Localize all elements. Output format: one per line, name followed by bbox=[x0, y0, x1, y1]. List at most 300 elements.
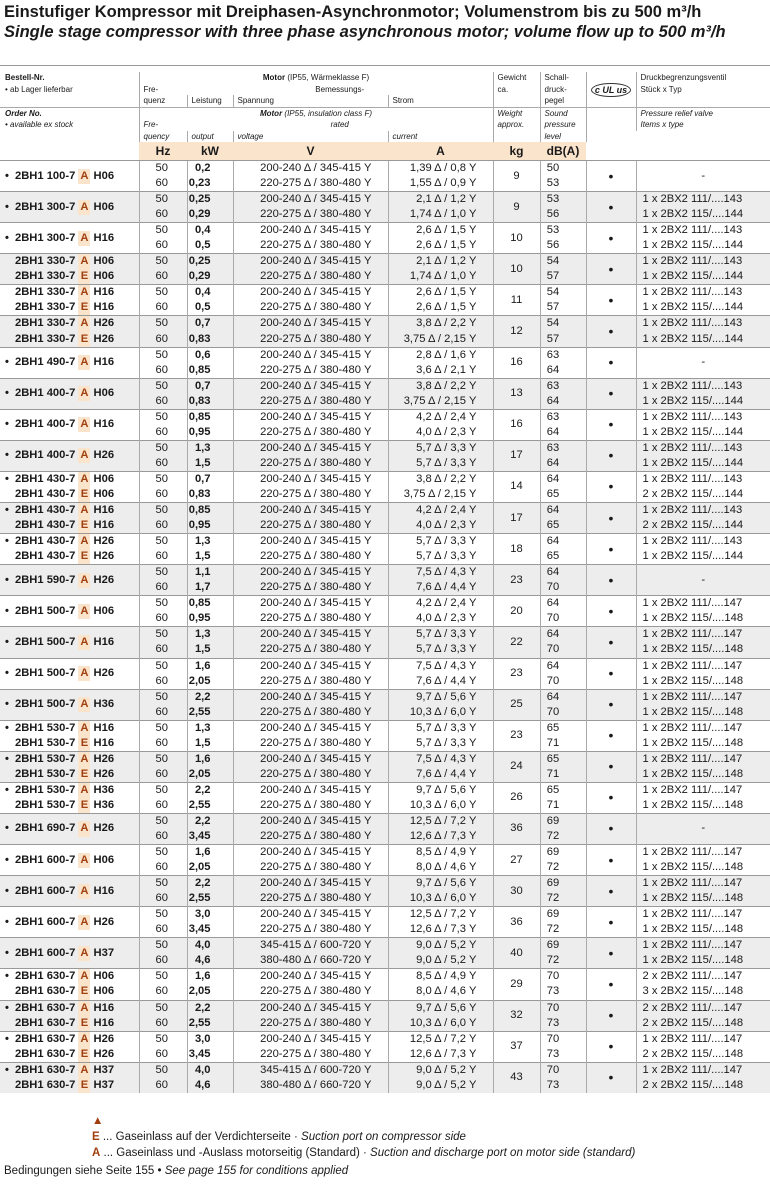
frequency: 60 bbox=[139, 487, 187, 503]
current: 4,2 Δ / 2,4 Y bbox=[388, 409, 493, 425]
current: 1,74 Δ / 1,0 Y bbox=[388, 269, 493, 285]
stock-dot: • bbox=[5, 504, 9, 517]
table-row bbox=[0, 161, 770, 177]
current: 4,0 Δ / 2,3 Y bbox=[388, 611, 493, 627]
frequency: 60 bbox=[139, 363, 187, 379]
hd-valve2-en: Items x type bbox=[636, 119, 770, 131]
unit-kw: kW bbox=[187, 142, 233, 161]
sound-level: 65 bbox=[540, 549, 586, 565]
relief-valve: 1 x 2BX2 115/....148 bbox=[636, 642, 770, 658]
frequency: 50 bbox=[139, 938, 187, 954]
relief-valve: 1 x 2BX2 115/....148 bbox=[636, 611, 770, 627]
sound-level: 64 bbox=[540, 534, 586, 550]
power: 0,85 bbox=[187, 503, 233, 519]
relief-valve: 1 x 2BX2 115/....144 bbox=[636, 300, 770, 316]
table-row bbox=[0, 316, 770, 332]
voltage: 380-480 Δ / 660-720 Y bbox=[233, 953, 388, 969]
unit-kg: kg bbox=[493, 142, 540, 161]
page-title-en: Single stage compressor with three phase asynchronous motor; volume flow up to 500 m³/h bbox=[4, 23, 726, 41]
sound-level: 70 bbox=[540, 969, 586, 985]
frequency: 50 bbox=[139, 845, 187, 861]
frequency: 60 bbox=[139, 269, 187, 285]
frequency: 50 bbox=[139, 565, 187, 581]
sound-level: 63 bbox=[540, 409, 586, 425]
power: 0,83 bbox=[187, 332, 233, 348]
footer-note: Bedingungen siehe Seite 155 • See page 155 for conditions applied bbox=[4, 1165, 349, 1177]
relief-valve: 1 x 2BX2 111/....143 bbox=[636, 192, 770, 208]
power: 3,45 bbox=[187, 1047, 233, 1063]
power: 1,3 bbox=[187, 440, 233, 456]
relief-valve: 1 x 2BX2 111/....143 bbox=[636, 409, 770, 425]
frequency: 60 bbox=[139, 425, 187, 441]
order-no: • 2BH1 600-7 A H26 bbox=[0, 907, 139, 938]
weight: 9 bbox=[493, 192, 540, 223]
current: 10,3 Δ / 6,0 Y bbox=[388, 705, 493, 721]
voltage: 220-275 Δ / 380-480 Y bbox=[233, 984, 388, 1000]
table-row bbox=[0, 347, 770, 363]
relief-valve: 1 x 2BX2 111/....143 bbox=[636, 440, 770, 456]
hd-order-de: Bestell-Nr. bbox=[5, 73, 45, 82]
relief-valve: 1 x 2BX2 111/....143 bbox=[636, 471, 770, 487]
sound-level: 64 bbox=[540, 596, 586, 612]
current: 12,5 Δ / 7,2 Y bbox=[388, 907, 493, 923]
order-no: 2BH1 630-7 E H16 bbox=[0, 1016, 139, 1032]
ul-mark: • bbox=[586, 1062, 636, 1093]
weight: 13 bbox=[493, 378, 540, 409]
stock-dot: • bbox=[5, 822, 9, 835]
current: 4,2 Δ / 2,4 Y bbox=[388, 503, 493, 519]
relief-valve: 1 x 2BX2 111/....147 bbox=[636, 1062, 770, 1078]
power: 1,5 bbox=[187, 456, 233, 472]
ul-mark: • bbox=[586, 192, 636, 223]
table-row bbox=[0, 192, 770, 208]
frequency: 60 bbox=[139, 674, 187, 690]
power: 1,6 bbox=[187, 751, 233, 767]
sound-level: 73 bbox=[540, 1047, 586, 1063]
order-no: 2BH1 430-7 E H06 bbox=[0, 487, 139, 503]
current: 10,3 Δ / 6,0 Y bbox=[388, 891, 493, 907]
sound-level: 64 bbox=[540, 627, 586, 643]
sound-level: 70 bbox=[540, 705, 586, 721]
current: 7,6 Δ / 4,4 Y bbox=[388, 674, 493, 690]
hd-stock-en: • available ex stock bbox=[5, 120, 74, 129]
order-no: 2BH1 330-7 A H26 bbox=[0, 316, 139, 332]
stock-dot: • bbox=[5, 1063, 9, 1076]
current: 7,6 Δ / 4,4 Y bbox=[388, 767, 493, 783]
current: 8,0 Δ / 4,6 Y bbox=[388, 984, 493, 1000]
voltage: 200-240 Δ / 345-415 Y bbox=[233, 503, 388, 519]
frequency: 60 bbox=[139, 207, 187, 223]
sound-level: 57 bbox=[540, 269, 586, 285]
weight: 12 bbox=[493, 316, 540, 347]
order-no: • 2BH1 630-7 A H06 bbox=[0, 969, 139, 985]
table-row bbox=[0, 1016, 770, 1032]
voltage: 200-240 Δ / 345-415 Y bbox=[233, 316, 388, 332]
current: 9,0 Δ / 5,2 Y bbox=[388, 1078, 493, 1093]
hd-current-en: current bbox=[388, 131, 493, 143]
voltage: 380-480 Δ / 660-720 Y bbox=[233, 1078, 388, 1093]
relief-valve: 2 x 2BX2 115/....148 bbox=[636, 1078, 770, 1093]
order-no: 2BH1 530-7 E H26 bbox=[0, 767, 139, 783]
order-no: • 2BH1 590-7 A H26 bbox=[0, 565, 139, 596]
power: 4,6 bbox=[187, 953, 233, 969]
voltage: 220-275 Δ / 380-480 Y bbox=[233, 580, 388, 596]
sound-level: 70 bbox=[540, 674, 586, 690]
sound-level: 57 bbox=[540, 332, 586, 348]
order-no: 2BH1 330-7 E H16 bbox=[0, 300, 139, 316]
current: 4,0 Δ / 2,3 Y bbox=[388, 518, 493, 534]
relief-valve: 1 x 2BX2 111/....147 bbox=[636, 596, 770, 612]
power: 4,0 bbox=[187, 938, 233, 954]
unit-v: V bbox=[233, 142, 388, 161]
weight: 26 bbox=[493, 782, 540, 813]
power: 0,29 bbox=[187, 269, 233, 285]
order-no: 2BH1 630-7 E H26 bbox=[0, 1047, 139, 1063]
ul-mark: • bbox=[586, 534, 636, 565]
hd-power-en: output bbox=[187, 131, 233, 143]
relief-valve: - bbox=[636, 347, 770, 378]
frequency: 60 bbox=[139, 518, 187, 534]
relief-valve: 1 x 2BX2 115/....144 bbox=[636, 394, 770, 410]
weight: 11 bbox=[493, 285, 540, 316]
power: 0,7 bbox=[187, 378, 233, 394]
power: 0,4 bbox=[187, 223, 233, 239]
sound-level: 65 bbox=[540, 518, 586, 534]
voltage: 345-415 Δ / 600-720 Y bbox=[233, 1062, 388, 1078]
hd-weight2-en: approx. bbox=[493, 119, 540, 131]
relief-valve: 1 x 2BX2 111/....147 bbox=[636, 1031, 770, 1047]
stock-dot: • bbox=[5, 884, 9, 897]
frequency: 60 bbox=[139, 1078, 187, 1093]
table-row bbox=[0, 969, 770, 985]
frequency: 50 bbox=[139, 969, 187, 985]
frequency: 60 bbox=[139, 394, 187, 410]
sound-level: 57 bbox=[540, 300, 586, 316]
voltage: 200-240 Δ / 345-415 Y bbox=[233, 751, 388, 767]
power: 0,6 bbox=[187, 347, 233, 363]
voltage: 200-240 Δ / 345-415 Y bbox=[233, 876, 388, 892]
frequency: 60 bbox=[139, 580, 187, 596]
weight: 10 bbox=[493, 254, 540, 285]
frequency: 50 bbox=[139, 192, 187, 208]
sound-level: 65 bbox=[540, 782, 586, 798]
voltage: 220-275 Δ / 380-480 Y bbox=[233, 487, 388, 503]
table-row bbox=[0, 798, 770, 814]
relief-valve: 2 x 2BX2 111/....147 bbox=[636, 1000, 770, 1016]
hd-sound3-de: pegel bbox=[540, 95, 586, 107]
weight: 32 bbox=[493, 1000, 540, 1031]
header-en-row3 bbox=[0, 131, 770, 143]
frequency: 60 bbox=[139, 953, 187, 969]
frequency: 60 bbox=[139, 829, 187, 845]
hd-voltage-en: voltage bbox=[233, 131, 388, 143]
frequency: 50 bbox=[139, 782, 187, 798]
power: 0,85 bbox=[187, 363, 233, 379]
relief-valve: 1 x 2BX2 111/....147 bbox=[636, 876, 770, 892]
weight: 27 bbox=[493, 845, 540, 876]
hd-sound-de: Schall- bbox=[540, 72, 586, 84]
power: 0,25 bbox=[187, 254, 233, 270]
order-no: • 2BH1 430-7 A H26 bbox=[0, 534, 139, 550]
voltage: 200-240 Δ / 345-415 Y bbox=[233, 161, 388, 177]
stock-dot: • bbox=[5, 783, 9, 796]
current: 4,0 Δ / 2,3 Y bbox=[388, 425, 493, 441]
relief-valve: 1 x 2BX2 111/....143 bbox=[636, 378, 770, 394]
voltage: 220-275 Δ / 380-480 Y bbox=[233, 611, 388, 627]
table-row bbox=[0, 689, 770, 705]
weight: 23 bbox=[493, 565, 540, 596]
ul-mark: • bbox=[586, 751, 636, 782]
current: 12,6 Δ / 7,3 Y bbox=[388, 922, 493, 938]
table-row bbox=[0, 1047, 770, 1063]
ul-mark: • bbox=[586, 409, 636, 440]
stock-dot: • bbox=[5, 1032, 9, 1045]
sound-level: 64 bbox=[540, 689, 586, 705]
relief-valve: 2 x 2BX2 111/....147 bbox=[636, 969, 770, 985]
power: 0,95 bbox=[187, 425, 233, 441]
legend-a: A ... Gaseinlass und -Auslass motorseitig (Standard) · Suction and discharge port on motor side (standard) bbox=[92, 1147, 636, 1159]
sound-level: 69 bbox=[540, 813, 586, 829]
relief-valve: 1 x 2BX2 111/....147 bbox=[636, 751, 770, 767]
header-de-row2 bbox=[0, 84, 770, 96]
relief-valve: - bbox=[636, 161, 770, 192]
relief-valve: 1 x 2BX2 115/....148 bbox=[636, 736, 770, 752]
weight: 14 bbox=[493, 471, 540, 502]
relief-valve: 1 x 2BX2 111/....147 bbox=[636, 845, 770, 861]
weight: 23 bbox=[493, 720, 540, 751]
power: 0,4 bbox=[187, 285, 233, 301]
weight: 36 bbox=[493, 813, 540, 844]
ul-mark: • bbox=[586, 285, 636, 316]
hd-motor-en: Motor (IP55, insulation class F) bbox=[139, 107, 493, 119]
current: 5,7 Δ / 3,3 Y bbox=[388, 627, 493, 643]
weight: 40 bbox=[493, 938, 540, 969]
stock-dot: • bbox=[5, 387, 9, 400]
order-no: • 2BH1 500-7 A H16 bbox=[0, 627, 139, 658]
ul-mark: • bbox=[586, 503, 636, 534]
stock-dot: • bbox=[5, 604, 9, 617]
weight: 9 bbox=[493, 161, 540, 192]
voltage: 200-240 Δ / 345-415 Y bbox=[233, 658, 388, 674]
ul-mark: • bbox=[586, 223, 636, 254]
power: 2,2 bbox=[187, 1000, 233, 1016]
order-no: • 2BH1 690-7 A H26 bbox=[0, 813, 139, 844]
order-no: 2BH1 630-7 E H37 bbox=[0, 1078, 139, 1093]
frequency: 50 bbox=[139, 503, 187, 519]
frequency: 50 bbox=[139, 347, 187, 363]
sound-level: 65 bbox=[540, 751, 586, 767]
stock-dot: • bbox=[5, 535, 9, 548]
hd-weight-en: Weight bbox=[493, 107, 540, 119]
frequency: 50 bbox=[139, 1000, 187, 1016]
current: 3,8 Δ / 2,2 Y bbox=[388, 471, 493, 487]
power: 0,7 bbox=[187, 316, 233, 332]
power: 1,3 bbox=[187, 627, 233, 643]
current: 12,6 Δ / 7,3 Y bbox=[388, 829, 493, 845]
ul-mark: • bbox=[586, 565, 636, 596]
table-row bbox=[0, 285, 770, 301]
stock-dot: • bbox=[5, 472, 9, 485]
voltage: 220-275 Δ / 380-480 Y bbox=[233, 269, 388, 285]
stock-dot: • bbox=[5, 1001, 9, 1014]
power: 0,95 bbox=[187, 518, 233, 534]
relief-valve: 2 x 2BX2 115/....144 bbox=[636, 487, 770, 503]
voltage: 200-240 Δ / 345-415 Y bbox=[233, 565, 388, 581]
sound-level: 65 bbox=[540, 720, 586, 736]
header-de-row1 bbox=[0, 72, 770, 84]
ul-mark: • bbox=[586, 254, 636, 285]
frequency: 60 bbox=[139, 736, 187, 752]
table-row bbox=[0, 876, 770, 892]
frequency: 60 bbox=[139, 767, 187, 783]
voltage: 220-275 Δ / 380-480 Y bbox=[233, 922, 388, 938]
sound-level: 53 bbox=[540, 192, 586, 208]
relief-valve: 1 x 2BX2 115/....148 bbox=[636, 798, 770, 814]
header-en-row2 bbox=[0, 119, 770, 131]
relief-valve: 2 x 2BX2 115/....148 bbox=[636, 1016, 770, 1032]
ul-mark: • bbox=[586, 813, 636, 844]
voltage: 200-240 Δ / 345-415 Y bbox=[233, 192, 388, 208]
current: 8,5 Δ / 4,9 Y bbox=[388, 969, 493, 985]
hd-stock-de: • ab Lager lieferbar bbox=[5, 84, 73, 94]
table-row bbox=[0, 503, 770, 519]
order-no: • 2BH1 530-7 A H36 bbox=[0, 782, 139, 798]
voltage: 220-275 Δ / 380-480 Y bbox=[233, 518, 388, 534]
order-no: • 2BH1 100-7 A H06 bbox=[0, 161, 139, 192]
relief-valve: 1 x 2BX2 115/....144 bbox=[636, 238, 770, 254]
order-no: 2BH1 330-7 E H26 bbox=[0, 332, 139, 348]
power: 4,0 bbox=[187, 1062, 233, 1078]
sound-level: 64 bbox=[540, 394, 586, 410]
sound-level: 71 bbox=[540, 767, 586, 783]
voltage: 200-240 Δ / 345-415 Y bbox=[233, 440, 388, 456]
power: 1,5 bbox=[187, 549, 233, 565]
ul-mark: • bbox=[586, 378, 636, 409]
units-row bbox=[0, 142, 770, 161]
order-no: 2BH1 330-7 E H06 bbox=[0, 269, 139, 285]
voltage: 220-275 Δ / 380-480 Y bbox=[233, 300, 388, 316]
frequency: 50 bbox=[139, 223, 187, 239]
weight: 37 bbox=[493, 1031, 540, 1062]
power: 0,23 bbox=[187, 176, 233, 192]
sound-level: 64 bbox=[540, 503, 586, 519]
relief-valve: - bbox=[636, 565, 770, 596]
frequency: 50 bbox=[139, 254, 187, 270]
voltage: 200-240 Δ / 345-415 Y bbox=[233, 907, 388, 923]
relief-valve: 1 x 2BX2 115/....144 bbox=[636, 269, 770, 285]
current: 5,7 Δ / 3,3 Y bbox=[388, 720, 493, 736]
voltage: 200-240 Δ / 345-415 Y bbox=[233, 1031, 388, 1047]
voltage: 200-240 Δ / 345-415 Y bbox=[233, 782, 388, 798]
relief-valve: 1 x 2BX2 115/....148 bbox=[636, 860, 770, 876]
power: 3,0 bbox=[187, 1031, 233, 1047]
order-no: 2BH1 630-7 E H06 bbox=[0, 984, 139, 1000]
current: 10,3 Δ / 6,0 Y bbox=[388, 1016, 493, 1032]
weight: 25 bbox=[493, 689, 540, 720]
power: 3,45 bbox=[187, 829, 233, 845]
table-row bbox=[0, 782, 770, 798]
hd-rated-de: Bemessungs- bbox=[315, 84, 365, 94]
table-row bbox=[0, 332, 770, 348]
frequency: 60 bbox=[139, 798, 187, 814]
relief-valve: 1 x 2BX2 115/....148 bbox=[636, 891, 770, 907]
power: 1,6 bbox=[187, 969, 233, 985]
stock-dot: • bbox=[5, 721, 9, 734]
current: 5,7 Δ / 3,3 Y bbox=[388, 440, 493, 456]
ul-mark: • bbox=[586, 938, 636, 969]
table-row bbox=[0, 471, 770, 487]
frequency: 50 bbox=[139, 596, 187, 612]
power: 0,85 bbox=[187, 596, 233, 612]
ul-mark: • bbox=[586, 316, 636, 347]
table-row bbox=[0, 720, 770, 736]
voltage: 200-240 Δ / 345-415 Y bbox=[233, 347, 388, 363]
sound-level: 72 bbox=[540, 891, 586, 907]
table-row bbox=[0, 813, 770, 829]
power: 1,3 bbox=[187, 534, 233, 550]
weight: 10 bbox=[493, 223, 540, 254]
relief-valve: 3 x 2BX2 115/....148 bbox=[636, 984, 770, 1000]
unit-hz: Hz bbox=[139, 142, 187, 161]
hd-valve-de: Druckbegrenzungsventil bbox=[636, 72, 770, 84]
power: 2,05 bbox=[187, 674, 233, 690]
voltage: 220-275 Δ / 380-480 Y bbox=[233, 332, 388, 348]
voltage: 200-240 Δ / 345-415 Y bbox=[233, 1000, 388, 1016]
sound-level: 70 bbox=[540, 1031, 586, 1047]
voltage: 200-240 Δ / 345-415 Y bbox=[233, 845, 388, 861]
power: 2,05 bbox=[187, 984, 233, 1000]
table-row bbox=[0, 736, 770, 752]
frequency: 50 bbox=[139, 316, 187, 332]
voltage: 220-275 Δ / 380-480 Y bbox=[233, 456, 388, 472]
page-title-de: Einstufiger Kompressor mit Dreiphasen-Asynchronmotor; Volumenstrom bis zu 500 m³/h bbox=[4, 3, 702, 21]
order-no: • 2BH1 530-7 A H26 bbox=[0, 751, 139, 767]
sound-level: 64 bbox=[540, 456, 586, 472]
table-row bbox=[0, 409, 770, 425]
frequency: 60 bbox=[139, 549, 187, 565]
frequency: 60 bbox=[139, 984, 187, 1000]
hd-power-de: Leistung bbox=[187, 95, 233, 107]
power: 2,2 bbox=[187, 689, 233, 705]
power: 0,29 bbox=[187, 207, 233, 223]
current: 2,6 Δ / 1,5 Y bbox=[388, 285, 493, 301]
voltage: 220-275 Δ / 380-480 Y bbox=[233, 891, 388, 907]
current: 7,6 Δ / 4,4 Y bbox=[388, 580, 493, 596]
table-row bbox=[0, 1078, 770, 1093]
current: 9,7 Δ / 5,6 Y bbox=[388, 1000, 493, 1016]
weight: 18 bbox=[493, 534, 540, 565]
sound-level: 56 bbox=[540, 238, 586, 254]
relief-valve: 1 x 2BX2 115/....148 bbox=[636, 953, 770, 969]
order-no: • 2BH1 400-7 A H26 bbox=[0, 440, 139, 471]
current: 3,8 Δ / 2,2 Y bbox=[388, 378, 493, 394]
relief-valve: 1 x 2BX2 111/....143 bbox=[636, 285, 770, 301]
frequency: 50 bbox=[139, 813, 187, 829]
current: 12,5 Δ / 7,2 Y bbox=[388, 813, 493, 829]
table-row bbox=[0, 984, 770, 1000]
ul-mark: • bbox=[586, 907, 636, 938]
table-row bbox=[0, 440, 770, 456]
current: 1,74 Δ / 1,0 Y bbox=[388, 207, 493, 223]
sound-level: 69 bbox=[540, 938, 586, 954]
voltage: 220-275 Δ / 380-480 Y bbox=[233, 642, 388, 658]
voltage: 220-275 Δ / 380-480 Y bbox=[233, 176, 388, 192]
ul-mark: • bbox=[586, 1000, 636, 1031]
stock-dot: • bbox=[5, 231, 9, 244]
sound-level: 73 bbox=[540, 1078, 586, 1093]
current: 9,0 Δ / 5,2 Y bbox=[388, 1062, 493, 1078]
ul-mark: • bbox=[586, 876, 636, 907]
